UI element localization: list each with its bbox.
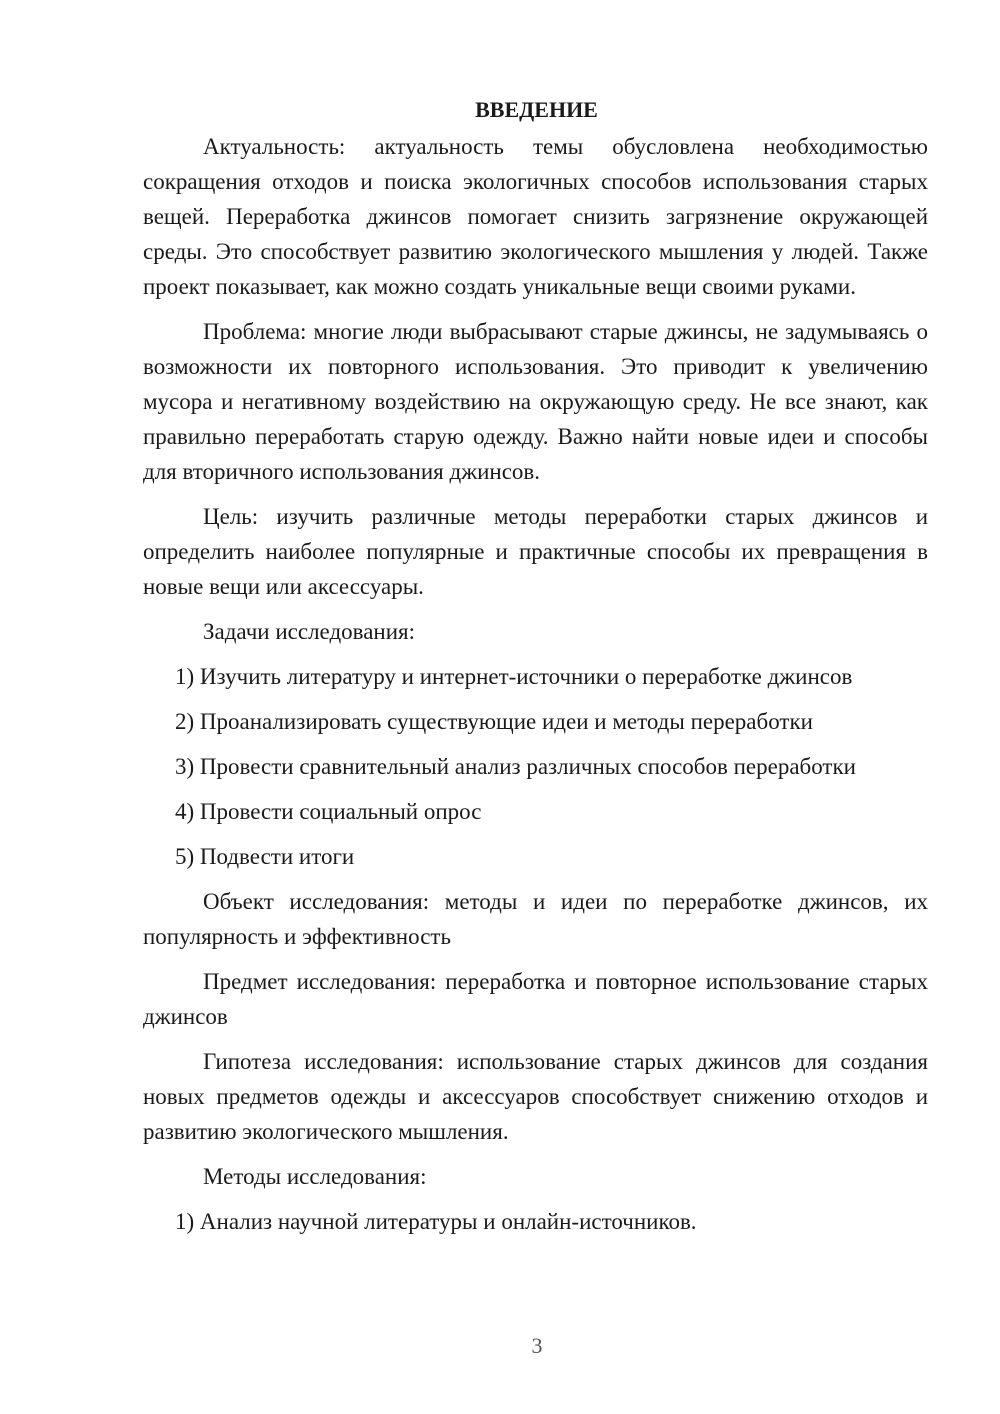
subject-paragraph: Предмет исследования: переработка и повторное использование старых джинсов <box>143 969 928 1029</box>
problem-paragraph: Проблема: многие люди выбрасывают старые джинсы, не задумываясь о возможности их повторного использования. Это приводит к увеличению мусора и негативному воздействию на окружающую среду. Не все знают, как правильно переработать старую одежду. Важно найти новые идеи и способы для вторичного использования джинсов. <box>143 319 928 484</box>
goal-paragraph: Цель: изучить различные методы переработки старых джинсов и определить наиболее популярные и практичные способы их превращения в новые вещи или аксессуары. <box>143 504 928 599</box>
methods-heading: Методы исследования: <box>203 1164 427 1189</box>
list-item: 2) Проанализировать существующие идеи и методы переработки <box>175 709 813 734</box>
methods-list <box>143 1204 928 1239</box>
tasks-list <box>143 659 928 874</box>
page-number: 3 <box>531 1333 543 1358</box>
list-item: 3) Провести сравнительный анализ различных способов переработки <box>175 754 856 779</box>
relevance-paragraph: Актуальность: актуальность темы обусловлена необходимостью сокращения отходов и поиска экологичных способов использования старых вещей. Переработка джинсов помогает снизить загрязнение окружающей среды. Это способствует развитию экологического мышления у людей. Также проект показывает, как можно создать уникальные вещи своими руками. <box>143 134 928 299</box>
object-paragraph: Объект исследования: методы и идеи по переработке джинсов, их популярность и эффективность <box>143 889 928 949</box>
hypothesis-paragraph: Гипотеза исследования: использование старых джинсов для создания новых предметов одежды и аксессуаров способствует снижению отходов и развитию экологического мышления. <box>143 1049 928 1144</box>
page-body <box>143 92 928 1249</box>
tasks-heading: Задачи исследования: <box>203 619 416 644</box>
list-item: 4) Провести социальный опрос <box>175 799 482 824</box>
list-item: 1) Изучить литературу и интернет-источники о переработке джинсов <box>175 664 853 689</box>
page-title: ВВЕДЕНИЕ <box>475 97 598 122</box>
list-item: 5) Подвести итоги <box>175 844 355 869</box>
list-item: 1) Анализ научной литературы и онлайн-источников. <box>175 1209 697 1234</box>
